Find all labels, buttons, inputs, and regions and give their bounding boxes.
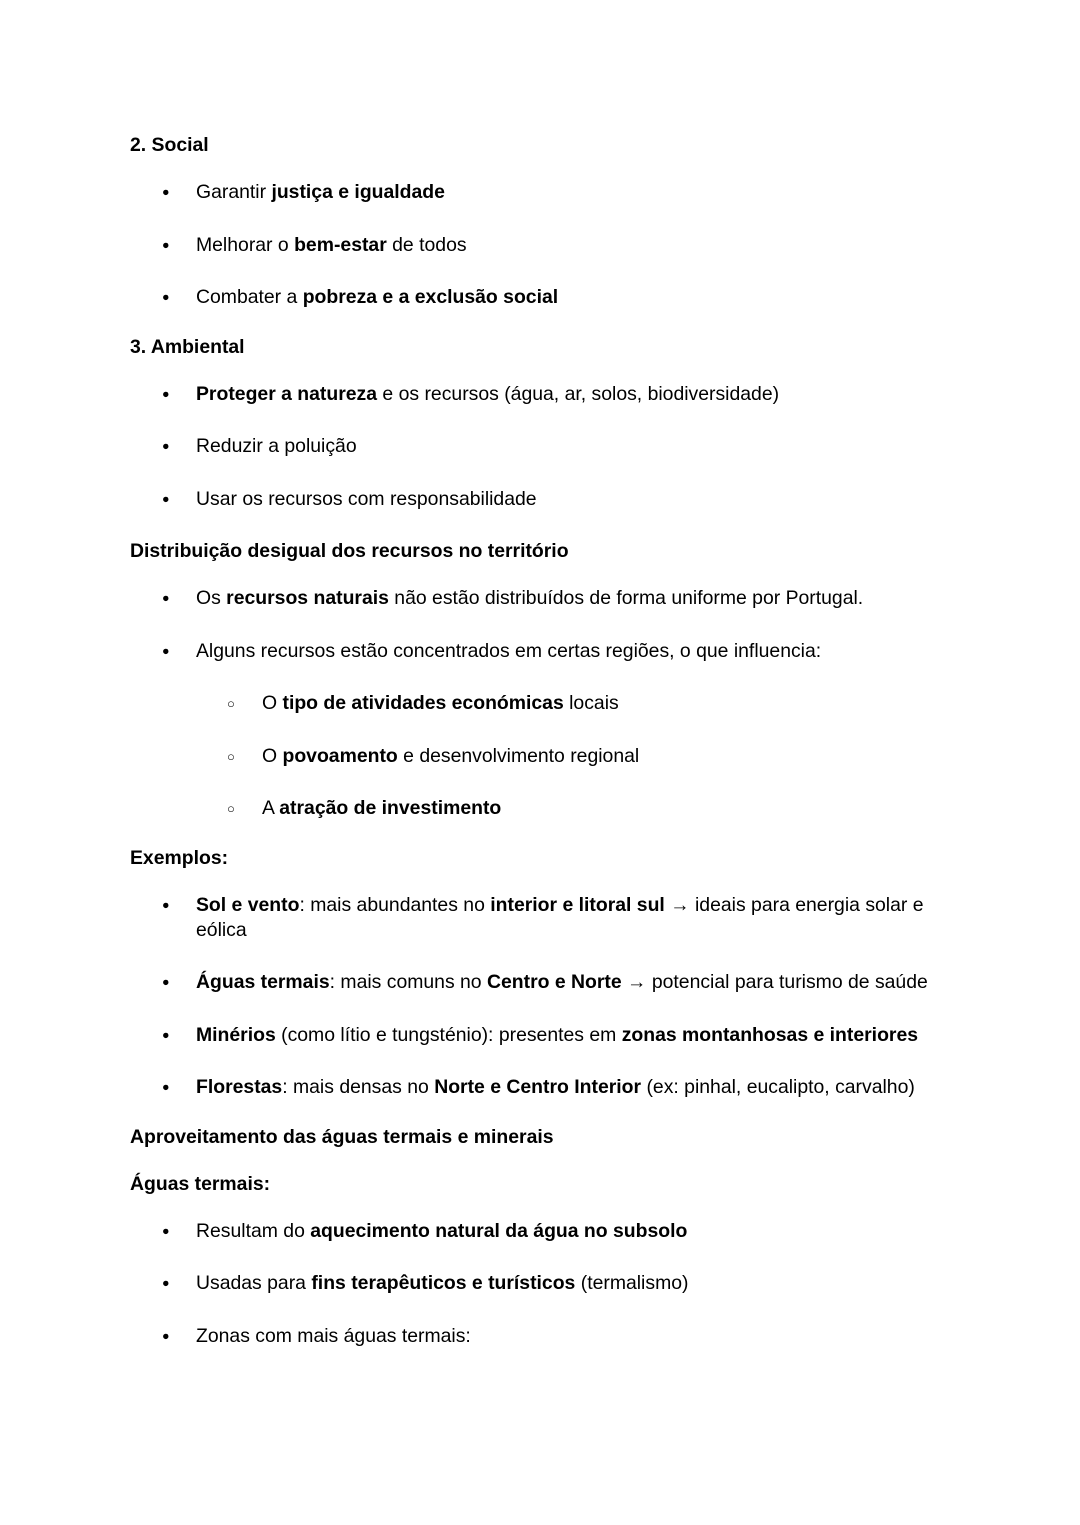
bullet-item — [130, 487, 953, 512]
paragraph-text: Os recursos naturais não estão distribuídos de forma uniforme por Portugal. — [196, 587, 864, 609]
sub-bullet-item — [130, 744, 953, 769]
bullet-item — [130, 1271, 953, 1296]
paragraph-text: Minérios (como lítio e tungsténio): presentes em zonas montanhosas e interiores — [196, 1023, 919, 1046]
bullet-disc-icon: ● — [162, 897, 170, 912]
section-heading — [130, 539, 953, 564]
bullet-disc-icon: ● — [162, 591, 170, 605]
document-body — [130, 133, 953, 1349]
bullet-item — [130, 970, 953, 995]
section-heading — [130, 846, 953, 871]
paragraph-text: O tipo de atividades económicas locais — [262, 692, 619, 714]
bullet-item — [130, 639, 953, 664]
bullet-disc-icon: ● — [162, 1080, 170, 1094]
bullet-item — [130, 1075, 953, 1100]
paragraph-text: Zonas com mais águas termais: — [196, 1324, 471, 1347]
paragraph-text: Exemplos: — [130, 846, 229, 869]
paragraph-text: Resultam do aquecimento natural da água no subsolo — [196, 1219, 688, 1242]
bullet-disc-icon: ● — [162, 439, 170, 453]
bullet-circle-icon: ○ — [227, 696, 235, 711]
bullet-item — [130, 434, 953, 459]
paragraph-text: 3. Ambiental — [130, 335, 245, 358]
paragraph-text: Águas termais: mais comuns no Centro e Norte → potencial para turismo de saúde — [196, 971, 928, 993]
bullet-circle-icon: ○ — [227, 801, 235, 816]
paragraph-text: Usadas para fins terapêuticos e turísticos (termalismo) — [196, 1272, 689, 1294]
bullet-disc-icon: ● — [162, 1223, 170, 1238]
paragraph-text: Usar os recursos com responsabilidade — [196, 487, 537, 510]
bullet-disc-icon: ● — [162, 643, 170, 658]
sub-bullet-item — [130, 691, 953, 716]
section-heading — [130, 335, 953, 360]
bullet-item — [130, 1023, 953, 1048]
section-heading — [130, 1125, 953, 1150]
bullet-item — [130, 180, 953, 205]
paragraph-text: Sol e vento: mais abundantes no interior e litoral sul → ideais para energia solar e eólica — [196, 893, 924, 941]
paragraph-text: Águas termais: — [130, 1172, 271, 1195]
sub-bullet-item — [130, 796, 953, 821]
bullet-item — [130, 233, 953, 258]
bullet-disc-icon: ● — [162, 185, 170, 199]
bullet-disc-icon: ● — [162, 386, 170, 401]
bullet-item — [130, 285, 953, 310]
paragraph-text: Reduzir a poluição — [196, 435, 357, 457]
paragraph-text: Florestas: mais densas no Norte e Centro Interior (ex: pinhal, eucalipto, carvalho) — [196, 1076, 915, 1098]
bullet-item — [130, 586, 953, 611]
bullet-circle-icon: ○ — [227, 748, 235, 764]
bullet-disc-icon: ● — [162, 290, 170, 304]
bullet-disc-icon: ● — [162, 1276, 170, 1290]
bullet-item — [130, 382, 953, 407]
section-heading — [130, 1172, 953, 1197]
paragraph-text: 2. Social — [130, 134, 209, 156]
bullet-disc-icon: ● — [162, 491, 170, 506]
bullet-disc-icon: ● — [162, 975, 170, 989]
bullet-item — [130, 1324, 953, 1349]
paragraph-text: Proteger a natureza e os recursos (água, ar, solos, biodiversidade) — [196, 382, 780, 405]
bullet-disc-icon: ● — [162, 1328, 170, 1343]
bullet-disc-icon: ● — [162, 237, 170, 252]
paragraph-text: O povoamento e desenvolvimento regional — [262, 744, 640, 767]
bullet-disc-icon: ● — [162, 1027, 170, 1042]
paragraph-text: Combater a pobreza e a exclusão social — [196, 286, 559, 308]
bullet-item — [130, 1219, 953, 1244]
paragraph-text: Garantir justiça e igualdade — [196, 181, 445, 203]
section-heading — [130, 133, 953, 158]
bullet-item — [130, 893, 953, 943]
paragraph-text: A atração de investimento — [262, 797, 502, 819]
paragraph-text: Distribuição desigual dos recursos no território — [130, 540, 569, 562]
paragraph-text: Alguns recursos estão concentrados em certas regiões, o que influencia: — [196, 639, 822, 662]
paragraph-text: Melhorar o bem-estar de todos — [196, 233, 467, 256]
paragraph-text: Aproveitamento das águas termais e minerais — [130, 1125, 554, 1148]
